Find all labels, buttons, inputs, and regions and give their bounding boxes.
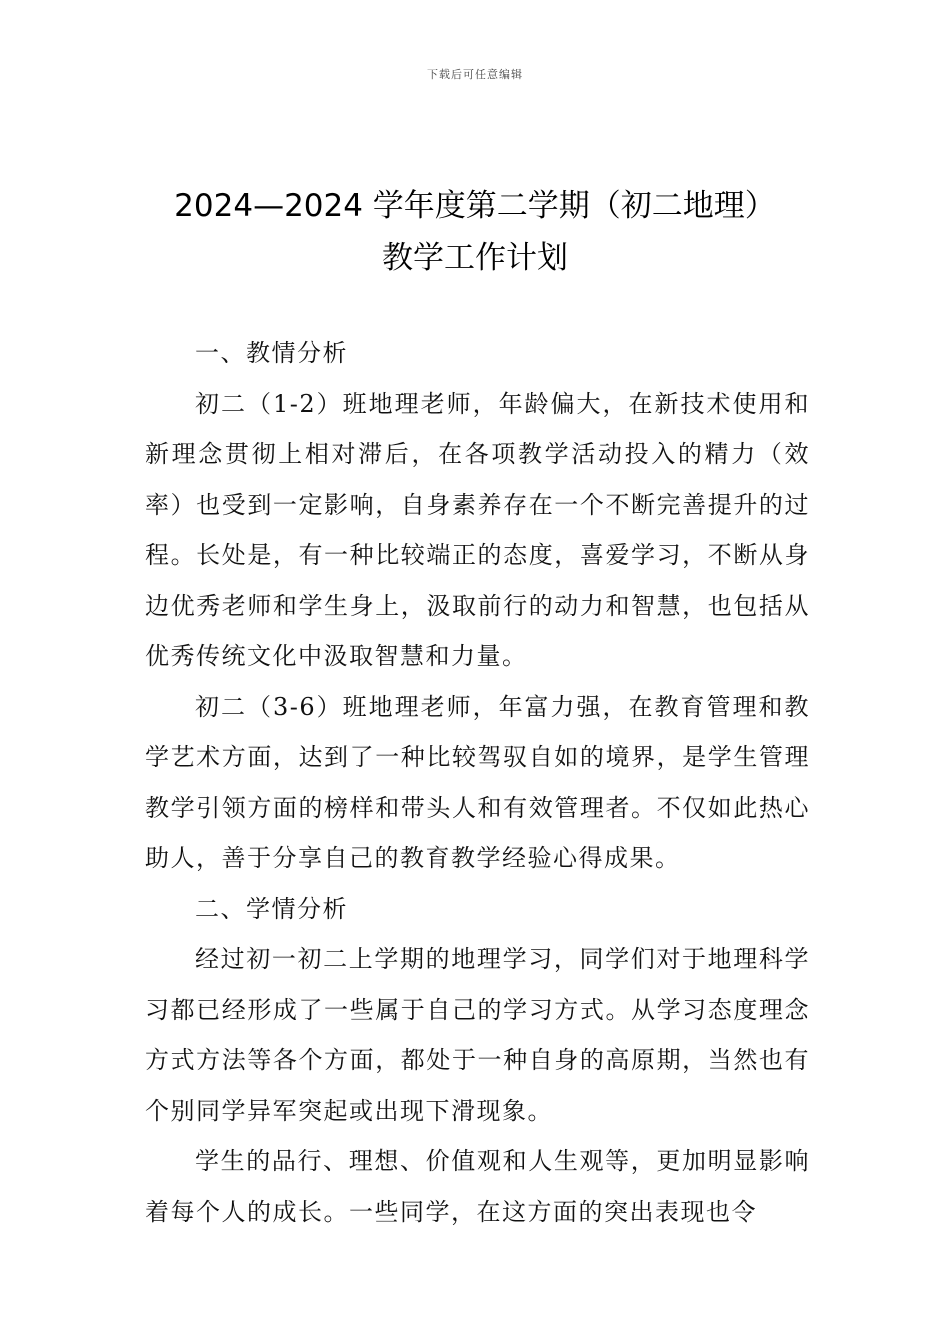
paragraph-learning-methods: 经过初一初二上学期的地理学习，同学们对于地理科学习都已经形成了一些属于自己的学习方式。从学习态度理念方式方法等各个方面，都处于一种自身的高原期，当然也有个别同学异军突起或出现下滑现象。 <box>145 945 810 1125</box>
document-title-line-1: 2024—2024 学年度第二学期（初二地理） <box>174 188 776 224</box>
document-body <box>145 328 810 1237</box>
document-title-line-2: 教学工作计划 <box>382 240 568 276</box>
paragraph-teacher-class-3-6: 初二（3-6）班地理老师，年富力强，在教育管理和教学艺术方面，达到了一种比较驾驭自如的境界，是学生管理教学引领方面的榜样和带头人和有效管理者。不仅如此热心助人，善于分享自己的教育教学经验心得成果。 <box>145 692 810 872</box>
section-heading-student-analysis: 二、学情分析 <box>195 894 348 923</box>
paragraph-teacher-class-1-2: 初二（1-2）班地理老师，年龄偏大，在新技术使用和新理念贯彻上相对滞后，在各项教学活动投入的精力（效率）也受到一定影响，自身素养存在一个不断完善提升的过程。长处是，有一种比较端正的态度，喜爱学习，不断从身边优秀老师和学生身上，汲取前行的动力和智慧，也包括从优秀传统文化中汲取智慧和力量。 <box>145 389 810 670</box>
page-header-note: 下载后可任意编辑 <box>427 68 523 81</box>
paragraph-student-values: 学生的品行、理想、价值观和人生观等，更加明显影响着每个人的成长。一些同学，在这方面的突出表现也令 <box>145 1147 810 1226</box>
section-heading-teaching-analysis: 一、教情分析 <box>195 339 348 367</box>
